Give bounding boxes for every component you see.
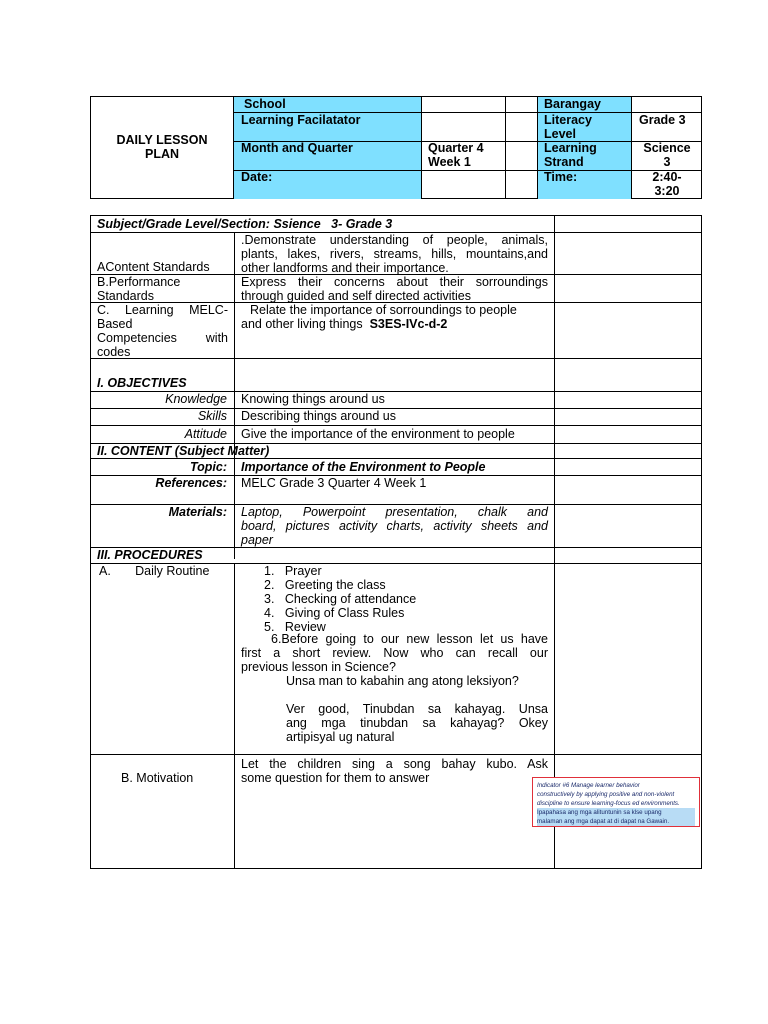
quarter-value-line2: Week 1 bbox=[428, 155, 471, 169]
plan-title-line2: PLAN bbox=[144, 147, 180, 161]
indicator-note-line1: Indicator #6 Manage learner behavior bbox=[537, 782, 640, 789]
facilitator-label: Learning Facilatator bbox=[241, 113, 361, 127]
subject-row-label: Subject/Grade Level/Section: Ssience bbox=[97, 217, 321, 231]
motivation-label: B. Motivation bbox=[121, 771, 194, 785]
barangay-label: Barangay bbox=[544, 97, 601, 111]
routine-list bbox=[264, 564, 416, 634]
skills-label: Skills bbox=[197, 409, 227, 423]
strand-label-line2: Strand bbox=[544, 155, 584, 169]
performance-line1: Express their concerns about their sorroundings bbox=[241, 275, 548, 289]
strand-value-line2: 3 bbox=[663, 155, 671, 169]
literacy-label-line2: Level bbox=[544, 127, 576, 141]
review-line7: artipisyal ug natural bbox=[286, 730, 395, 744]
melc-label-line2: Based bbox=[97, 317, 133, 331]
review-line1: 6.Before going to our new lesson let us have bbox=[271, 632, 548, 646]
indicator-note bbox=[532, 777, 700, 827]
knowledge-label: Knowledge bbox=[165, 392, 227, 406]
strand-value bbox=[632, 141, 702, 169]
materials-line2: board, pictures activity charts, activity sheets and bbox=[241, 519, 548, 533]
review-line2: first a short review. Now who can recall our bbox=[241, 646, 548, 660]
performance-text bbox=[241, 275, 548, 303]
attitude-text: Give the importance of the environment to people bbox=[241, 427, 515, 441]
content-standards-line3: other landforms and their importance. bbox=[241, 261, 449, 275]
time-label: Time: bbox=[544, 170, 578, 184]
motivation-line1: Let the children sing a song bahay kubo. Ask bbox=[241, 757, 548, 771]
indicator-note-line2: constructively by applying positive and non-violent bbox=[537, 791, 675, 798]
performance-label bbox=[97, 275, 180, 303]
month-label: Month and Quarter bbox=[241, 141, 353, 155]
knowledge-text: Knowing things around us bbox=[241, 392, 385, 406]
indicator-note-line5: malaman ang mga dapat at di dapat na Gawain. bbox=[537, 817, 695, 826]
routine-item-greeting: 2. Greeting the class bbox=[264, 578, 386, 592]
procedures-heading: III. PROCEDURES bbox=[97, 548, 203, 562]
references-text: MELC Grade 3 Quarter 4 Week 1 bbox=[241, 476, 427, 490]
subject-row-grade: 3- Grade 3 bbox=[331, 217, 393, 231]
routine-item-review: 5. Review bbox=[264, 620, 326, 634]
school-label: School bbox=[244, 97, 286, 111]
motivation-text bbox=[241, 757, 548, 785]
content-standards-label: AContent Standards bbox=[97, 260, 210, 274]
review-line3: previous lesson in Science? bbox=[241, 660, 396, 674]
literacy-value: Grade 3 bbox=[639, 113, 686, 127]
plan-title-line1: DAILY LESSON bbox=[116, 133, 208, 147]
strand-value-line1: Science bbox=[643, 141, 691, 155]
motivation-line2: some question for them to answer bbox=[241, 771, 430, 785]
materials-line3: paper bbox=[241, 533, 273, 547]
literacy-label bbox=[544, 113, 592, 141]
skills-text: Describing things around us bbox=[241, 409, 396, 423]
date-label: Date: bbox=[241, 170, 273, 184]
routine-item-rules: 4. Giving of Class Rules bbox=[264, 606, 405, 620]
indicator-note-line3: discipline to ensure learning-focus ed environments. bbox=[537, 800, 680, 807]
review-line4: Unsa man to kabahin ang atong leksiyon? bbox=[286, 674, 519, 688]
strand-label bbox=[544, 141, 597, 169]
melc-code: S3ES-IVc-d-2 bbox=[369, 317, 448, 331]
daily-routine-label: A. Daily Routine bbox=[99, 564, 210, 578]
materials-text bbox=[241, 505, 548, 547]
review-line5: Ver good, Tinubdan sa kahayag. Unsa bbox=[286, 702, 548, 716]
routine-item-prayer: 1. Prayer bbox=[264, 564, 322, 578]
review-text bbox=[241, 632, 548, 744]
melc-line2 bbox=[241, 317, 517, 331]
time-value bbox=[632, 170, 702, 198]
literacy-label-line1: Literacy bbox=[544, 113, 592, 127]
materials-line1: Laptop, Powerpoint presentation, chalk and bbox=[241, 505, 548, 519]
references-label: References: bbox=[155, 476, 227, 490]
plan-title bbox=[92, 133, 232, 161]
review-line6: ang mga tinubdan sa kahayag? Okey bbox=[286, 716, 548, 730]
melc-text bbox=[241, 303, 517, 331]
indicator-note-line4: Ipapahasa ang mga alituntunin sa klse upang bbox=[537, 808, 695, 817]
content-standards-line1: .Demonstrate understanding of people, animals, bbox=[241, 233, 548, 247]
performance-label-line1: B.Performance bbox=[97, 275, 181, 289]
routine-item-attendance: 3. Checking of attendance bbox=[264, 592, 417, 606]
time-value-line2: 3:20 bbox=[654, 184, 680, 198]
performance-label-line2: Standards bbox=[97, 289, 154, 303]
topic-label: Topic: bbox=[189, 460, 227, 474]
melc-label bbox=[97, 303, 228, 359]
content-heading: II. CONTENT (Subject Matter) bbox=[97, 444, 270, 458]
subject-row bbox=[97, 217, 392, 231]
objectives-heading: I. OBJECTIVES bbox=[97, 376, 187, 390]
performance-line2: through guided and self directed activities bbox=[241, 289, 472, 303]
melc-label-line4: codes bbox=[97, 345, 131, 359]
melc-line1: Relate the importance of sorroundings to people bbox=[250, 303, 517, 317]
content-standards-text bbox=[241, 233, 548, 275]
topic-text: Importance of the Environment to People bbox=[241, 460, 486, 474]
content-standards-line2: plants, lakes, rivers, streams, hills, mountains,and bbox=[241, 247, 548, 261]
quarter-value bbox=[428, 141, 484, 169]
materials-label: Materials: bbox=[168, 505, 227, 519]
attitude-label: Attitude bbox=[184, 427, 227, 441]
quarter-value-line1: Quarter 4 bbox=[428, 141, 484, 155]
strand-label-line1: Learning bbox=[544, 141, 597, 155]
melc-label-line1: C. Learning MELC- bbox=[97, 303, 228, 317]
time-value-line1: 2:40- bbox=[652, 170, 682, 184]
melc-line2-text: and other living things bbox=[241, 317, 363, 331]
melc-label-line3: Competencies with bbox=[97, 331, 228, 345]
